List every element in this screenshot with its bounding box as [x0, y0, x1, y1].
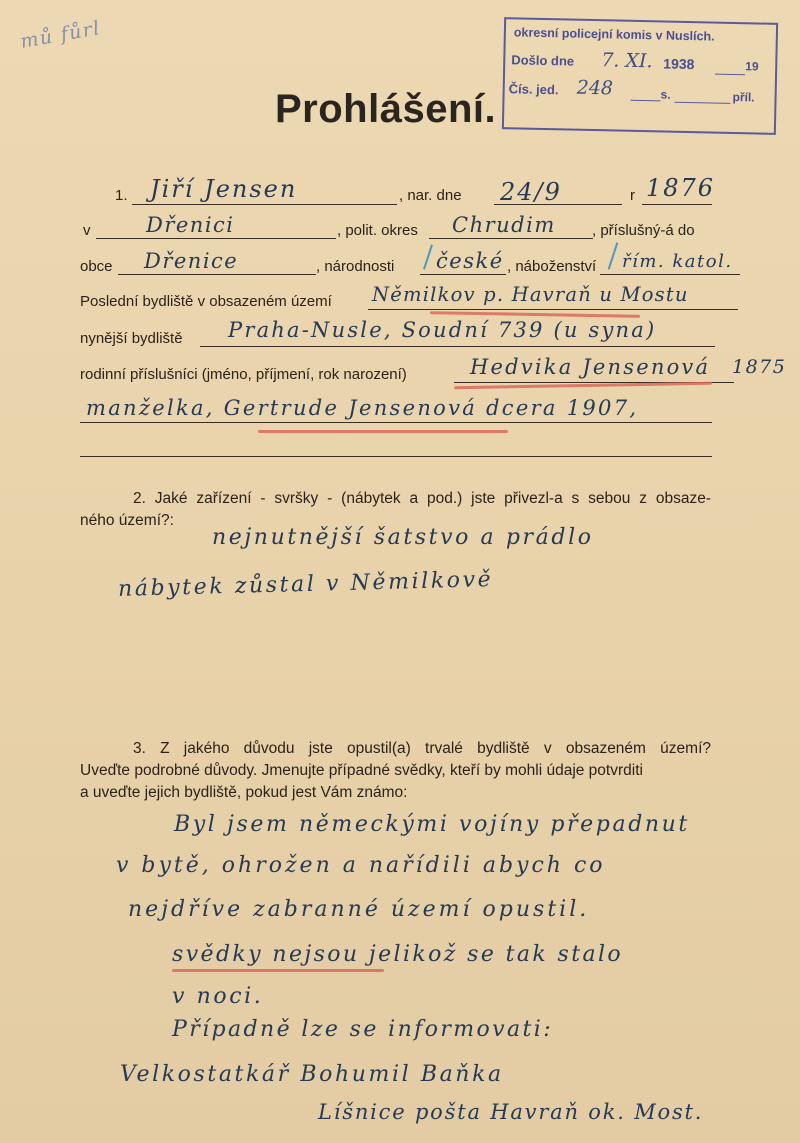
q1-bydliste-label: Poslední bydliště v obsazeném území: [80, 293, 332, 310]
q3-answer-8: Líšnice pošta Havraň ok. Most.: [318, 1100, 704, 1124]
q1-rodinni-1: Hedvika Jensenová: [470, 355, 711, 379]
q3-answer-5: v noci.: [172, 984, 264, 1009]
stamp-year-suffix: 19: [745, 59, 759, 74]
q1-v-label: v: [83, 222, 91, 239]
q3-answer-3: nejdříve zabranné území opustil.: [128, 897, 590, 922]
q1-name: Jiří Jensen: [150, 175, 298, 203]
q3-answer-2: v bytě, ohrožen a nařídili abych co: [116, 853, 606, 878]
q3-answer-4: svědky nejsou jelikož se tak stalo: [172, 942, 624, 967]
q3-question-line2: Uveďte podrobné důvody. Jmenujte případné svědky, kteří by mohli údaje potvrditi: [80, 762, 643, 779]
margin-note: mů fůrl: [18, 17, 103, 53]
q1-birthplace: Dřenici: [146, 213, 235, 237]
page-title: Prohlášení.: [275, 87, 497, 131]
q1-narodnost: české: [436, 249, 504, 273]
q3-answer-7: Velkostatkář Bohumil Baňka: [120, 1062, 504, 1087]
q3-answer-1: Byl jsem německými vojíny přepadnut: [174, 812, 690, 837]
q2-answer-2: nábytek zůstal v Němilkově: [117, 567, 494, 602]
q2-question-line1: 2. Jaké zařízení - svršky - (nábytek a pod.) jste přivezl-a s sebou z obsaze-: [133, 490, 711, 507]
q3-question-line3: a uveďte jejich bydliště, pokud jest Vám známo:: [80, 784, 408, 801]
q1-obce-label: obce: [80, 258, 113, 275]
q1-obec: Dřenice: [144, 249, 239, 273]
q1-rodinni-2-underline: [258, 430, 508, 433]
q1-nabozenstvi: řím. katol.: [622, 251, 733, 272]
q1-birth-year: 1876: [646, 174, 716, 202]
q3-svedci-underline: [172, 969, 384, 972]
q2-question-line2: ného území?:: [80, 512, 174, 529]
stamp-s: s.: [660, 87, 671, 102]
q1-birth-day: 24/9: [500, 178, 562, 206]
q1-number: 1.: [115, 187, 128, 204]
q1-nar-label: , nar. dne: [399, 187, 462, 204]
q1-nabozenstvi-label: , náboženství: [507, 258, 597, 275]
q1-bydliste: Němilkov p. Havraň u Mostu: [372, 283, 689, 306]
stamp-received-year: 1938: [663, 55, 695, 73]
q1-rodinni-1-year: 1875: [732, 356, 787, 378]
stamp-office: okresní policejní komis v Nuslích.: [513, 25, 715, 44]
q1-nynejsi: Praha-Nusle, Soudní 739 (u syna): [228, 318, 657, 342]
q2-answer-1: nejnutnější šatstvo a prádlo: [212, 525, 594, 550]
q1-okres: Chrudim: [452, 213, 556, 237]
q1-rodinni-2: manželka, Gertrude Jensenová dcera 1907,: [86, 396, 639, 420]
q3-answer-6: Případně lze se informovati:: [172, 1017, 554, 1042]
q1-rodinni-label: rodinní příslušníci (jméno, příjmení, rok narození): [80, 366, 407, 383]
q1-okres-label: , polit. okres: [337, 222, 418, 239]
stamp-number: 248: [576, 76, 614, 100]
stamp-received-label: Došlo dne: [511, 52, 575, 69]
stamp-number-label: Čís. jed.: [508, 81, 559, 98]
q1-bydliste-underline: [430, 311, 640, 318]
stamp-received-date: 7. XI.: [601, 49, 653, 73]
q1-nynejsi-label: nynější bydliště: [80, 330, 183, 347]
stamp-pril: příl.: [732, 89, 755, 105]
q1-prislusny-label: , příslušný-á do: [592, 222, 695, 239]
q1-year-label: r: [630, 187, 635, 204]
q3-question-line1: 3. Z jakého důvodu jste opustil(a) trvalé bydliště v obsazeném území?: [133, 740, 711, 757]
q1-narodnost-label: , národnosti: [316, 258, 395, 275]
police-receipt-stamp: [502, 17, 778, 135]
